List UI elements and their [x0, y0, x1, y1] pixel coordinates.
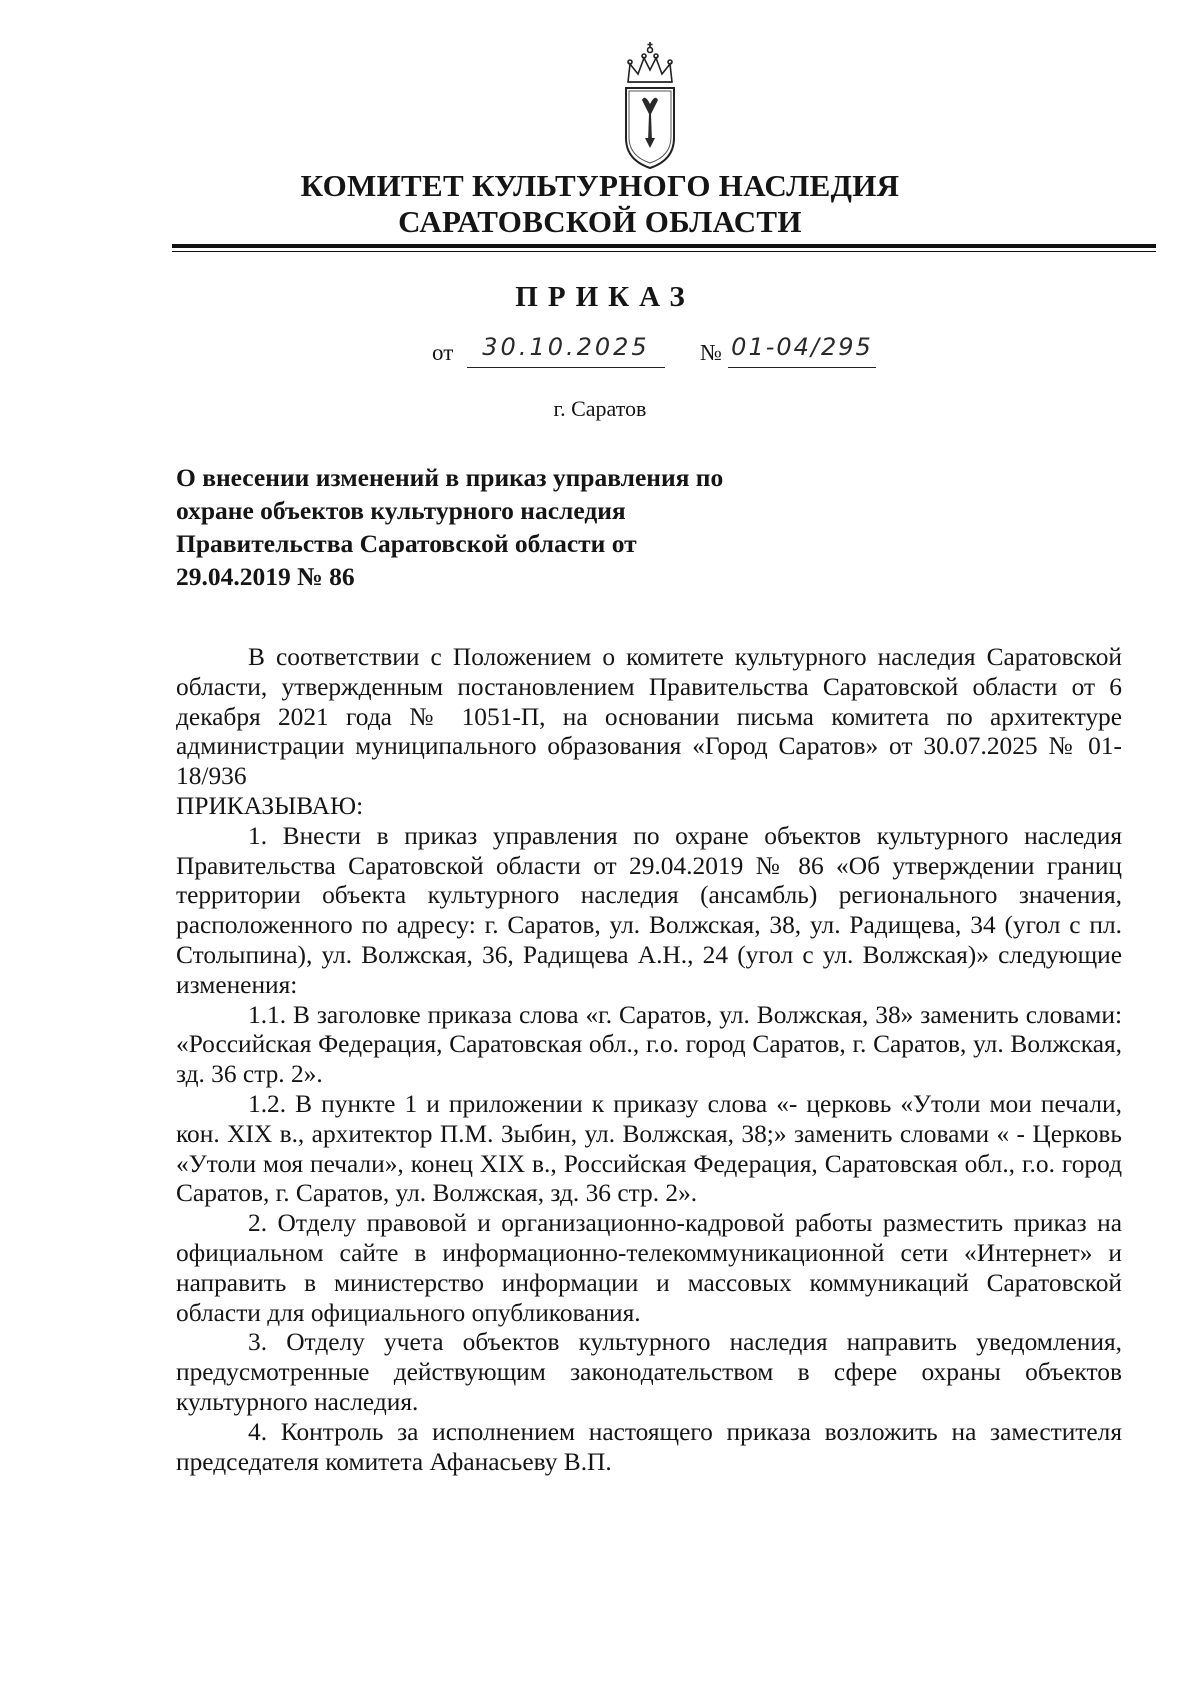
- city: г. Саратов: [553, 396, 647, 421]
- organization-name-line-2: САРАТОВСКОЙ ОБЛАСТИ: [398, 204, 802, 239]
- saratov-coat-of-arms-icon: [614, 42, 686, 170]
- date-prefix: от: [432, 340, 454, 365]
- paragraph-1-2: 1.2. В пункте 1 и приложении к приказу слова «- церковь «Утоли мои печали, кон. XIX в., архитектор П.М. Зыбин, ул. Волжская, 38;» заменить словами « - Церковь «Утоли моя печали», конец XIX в., Российская Федерация, Саратовская обл., г.о. город Саратов, г. Саратов, ул. Волжская, зд. 36 стр. 2».: [176, 1089, 1122, 1208]
- organization-name-line-1: КОМИТЕТ КУЛЬТУРНОГО НАСЛЕДИЯ: [300, 168, 900, 203]
- paragraph-2: 2. Отделу правовой и организационно-кадровой работы разместить приказ на официальном сайте в информационно-телекоммуникационной сети «Интернет» и направить в министерство информации и массовых коммуникаций Саратовской области для официального опубликования.: [176, 1209, 1122, 1327]
- paragraph-1-1: 1.1. В заголовке приказа слова «г. Саратов, ул. Волжская, 38» заменить словами: «Российская Федерация, Саратовская обл., г.о. город Саратов, г. Саратов, ул. Волжская, зд. 36 стр. 2».: [176, 1000, 1122, 1089]
- order-word: ПРИКАЗЫВАЮ:: [176, 791, 364, 820]
- paragraph-1: 1. Внести в приказ управления по охране объектов культурного наследия Правительства Саратовской области от 29.04.2019 № 86 «Об утверждении границ территории объекта культурного наследия (ансамбль) регионального значения, расположенного по адресу: г. Саратов, ул. Волжская, 38, ул. Радищева, 34 (угол с пл. Столыпина), ул. Волжская, 36, Радищева А.Н., 24 (угол с ул. Волжская)» следующие изменения:: [176, 821, 1122, 999]
- document-subject: О внесении изменений в приказ управления по охране объектов культурного наследия Правительства Саратовской области от 29.04.2019 № 86: [176, 463, 724, 591]
- number-prefix: №: [700, 340, 722, 365]
- header-divider-thin: [172, 251, 1156, 252]
- handwritten-number: 01-04/295: [728, 333, 876, 368]
- header-divider-thick: [172, 244, 1156, 248]
- paragraph-4: 4. Контроль за исполнением настоящего приказа возложить на заместителя председателя комитета Афанасьеву В.П.: [176, 1417, 1122, 1476]
- preamble-paragraph: В соответствии с Положением о комитете культурного наследия Саратовской области, утвержденным постановлением Правительства Саратовской области от 6 декабря 2021 года № 1051-П, на основании письма комитета по архитектуре администрации муниципального образования «Город Саратов» от 30.07.2025 № 01-18/936: [176, 643, 1122, 791]
- paragraph-3: 3. Отделу учета объектов культурного наследия направить уведомления, предусмотренные действующим законодательством в сфере охраны объектов культурного наследия.: [176, 1328, 1122, 1416]
- document-title: ПРИКАЗ: [515, 281, 695, 313]
- handwritten-date: 30.10.2025: [467, 333, 665, 368]
- document-body: [176, 643, 1122, 1477]
